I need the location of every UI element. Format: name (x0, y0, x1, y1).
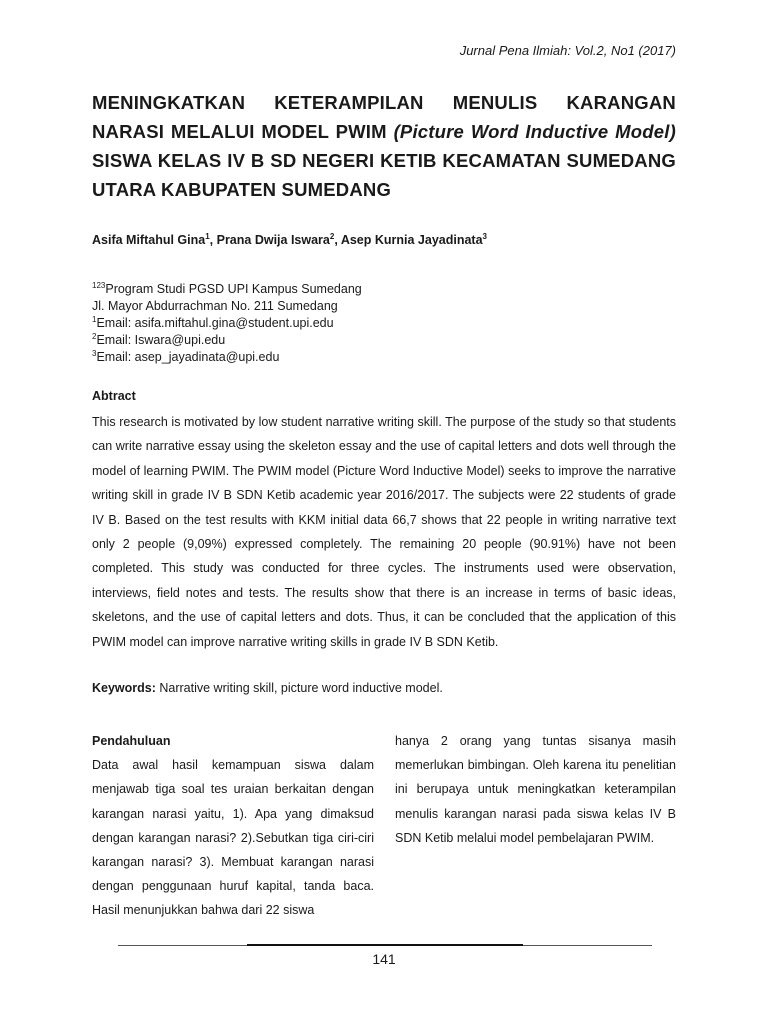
affiliation-block (92, 281, 362, 366)
author-sup: 3 (482, 231, 487, 241)
intro-paragraph-left: Data awal hasil kemampuan siswa dalam menjawab tiga soal tes uraian berkaitan dengan karangan narasi yaitu, 1). Apa yang dimaksud dengan karangan narasi? 2).Sebutkan tiga ciri-ciri karangan narasi? 3). Membuat karangan narasi dengan penggunaan huruf kapital, tanda baca. Hasil menunjukkan bahwa dari 22 siswa (92, 758, 374, 918)
email-3 (92, 349, 362, 366)
email-sup: 2 (92, 331, 97, 341)
email-text: Email: asifa.miftahul.gina@student.upi.edu (96, 316, 334, 330)
left-column (92, 729, 374, 923)
keywords-text: Narrative writing skill, picture word inductive model. (155, 681, 443, 695)
abstract-body (92, 410, 676, 654)
title-part2: SISWA KELAS IV B SD NEGERI KETIB KECAMATAN SUMEDANG UTARA KABUPATEN SUMEDANG (92, 150, 676, 200)
title-part1: MENINGKATKAN KETERAMPILAN MENULIS KARANGAN NARASI MELALUI MODEL PWIM (92, 92, 676, 142)
affiliation-address: Jl. Mayor Abdurrachman No. 211 Sumedang (92, 299, 338, 313)
email-sup: 1 (92, 314, 97, 324)
abstract-text: This research is motivated by low student narrative writing skill. The purpose of the study so that students can write narrative essay using the skeleton essay and the use of capital letters and dots well through the model of learning PWIM. The PWIM model (Picture Word Inductive Model) seeks to improve the narrative writing skill in grade IV B SDN Ketib academic year 2016/2017. The subjects were 22 students of grade IV B. Based on the test results with KKM initial data 66,7 shows that 22 people in writing narrative text only 2 people (9,09%) expressed completely. The remaining 20 people (90.91%) have not been completed. This study was conducted for three cycles. The instruments used were observation, interviews, field notes and tests. The results show that there is an increase in terms of basic ideas, skeletons, and the use of capital letters and dots. Thus, it can be concluded that the application of this PWIM model can improve narrative writing skills in grade IV B SDN Ketib. (92, 415, 676, 649)
footer-rule-accent (247, 944, 523, 946)
title-italic: (Picture Word Inductive Model) (393, 121, 676, 142)
abstract-heading: Abtract (92, 389, 136, 403)
running-head: Jurnal Pena Ilmiah: Vol.2, No1 (2017) (459, 43, 676, 58)
email-2 (92, 332, 362, 349)
email-text: Email: Iswara@upi.edu (96, 333, 226, 347)
right-column (395, 729, 676, 850)
keywords-label: Keywords: (92, 681, 156, 695)
author-name: Asifa Miftahul Gina (92, 233, 206, 247)
paper-title (92, 88, 676, 204)
intro-paragraph-right: hanya 2 orang yang tuntas sisanya masih memerlukan bimbingan. Oleh karena itu penelitian ini berupaya untuk meningkatkan keterampilan menulis karangan narasi pada siswa kelas IV B SDN Ketib melalui model pembelajaran PWIM. (395, 734, 676, 845)
program-text: Program Studi PGSD UPI Kampus Sumedang (105, 282, 362, 296)
author-list (92, 233, 487, 247)
author-name: Asep Kurnia Jayadinata (340, 233, 483, 247)
page-number: 141 (372, 951, 396, 967)
affiliation-sup: 123 (92, 280, 106, 290)
email-text: Email: asep_jayadinata@upi.edu (96, 350, 280, 364)
author-sup: 1 (205, 231, 210, 241)
author-name: Prana Dwija Iswara (216, 233, 330, 247)
author-sep: , (209, 233, 217, 247)
author-sup: 2 (329, 231, 335, 241)
author-sep: , (334, 233, 341, 247)
affiliation-program (92, 281, 362, 298)
section-heading: Pendahuluan (92, 734, 171, 748)
email-sup: 3 (92, 348, 97, 358)
email-1 (92, 315, 362, 332)
keywords-line (92, 681, 676, 695)
